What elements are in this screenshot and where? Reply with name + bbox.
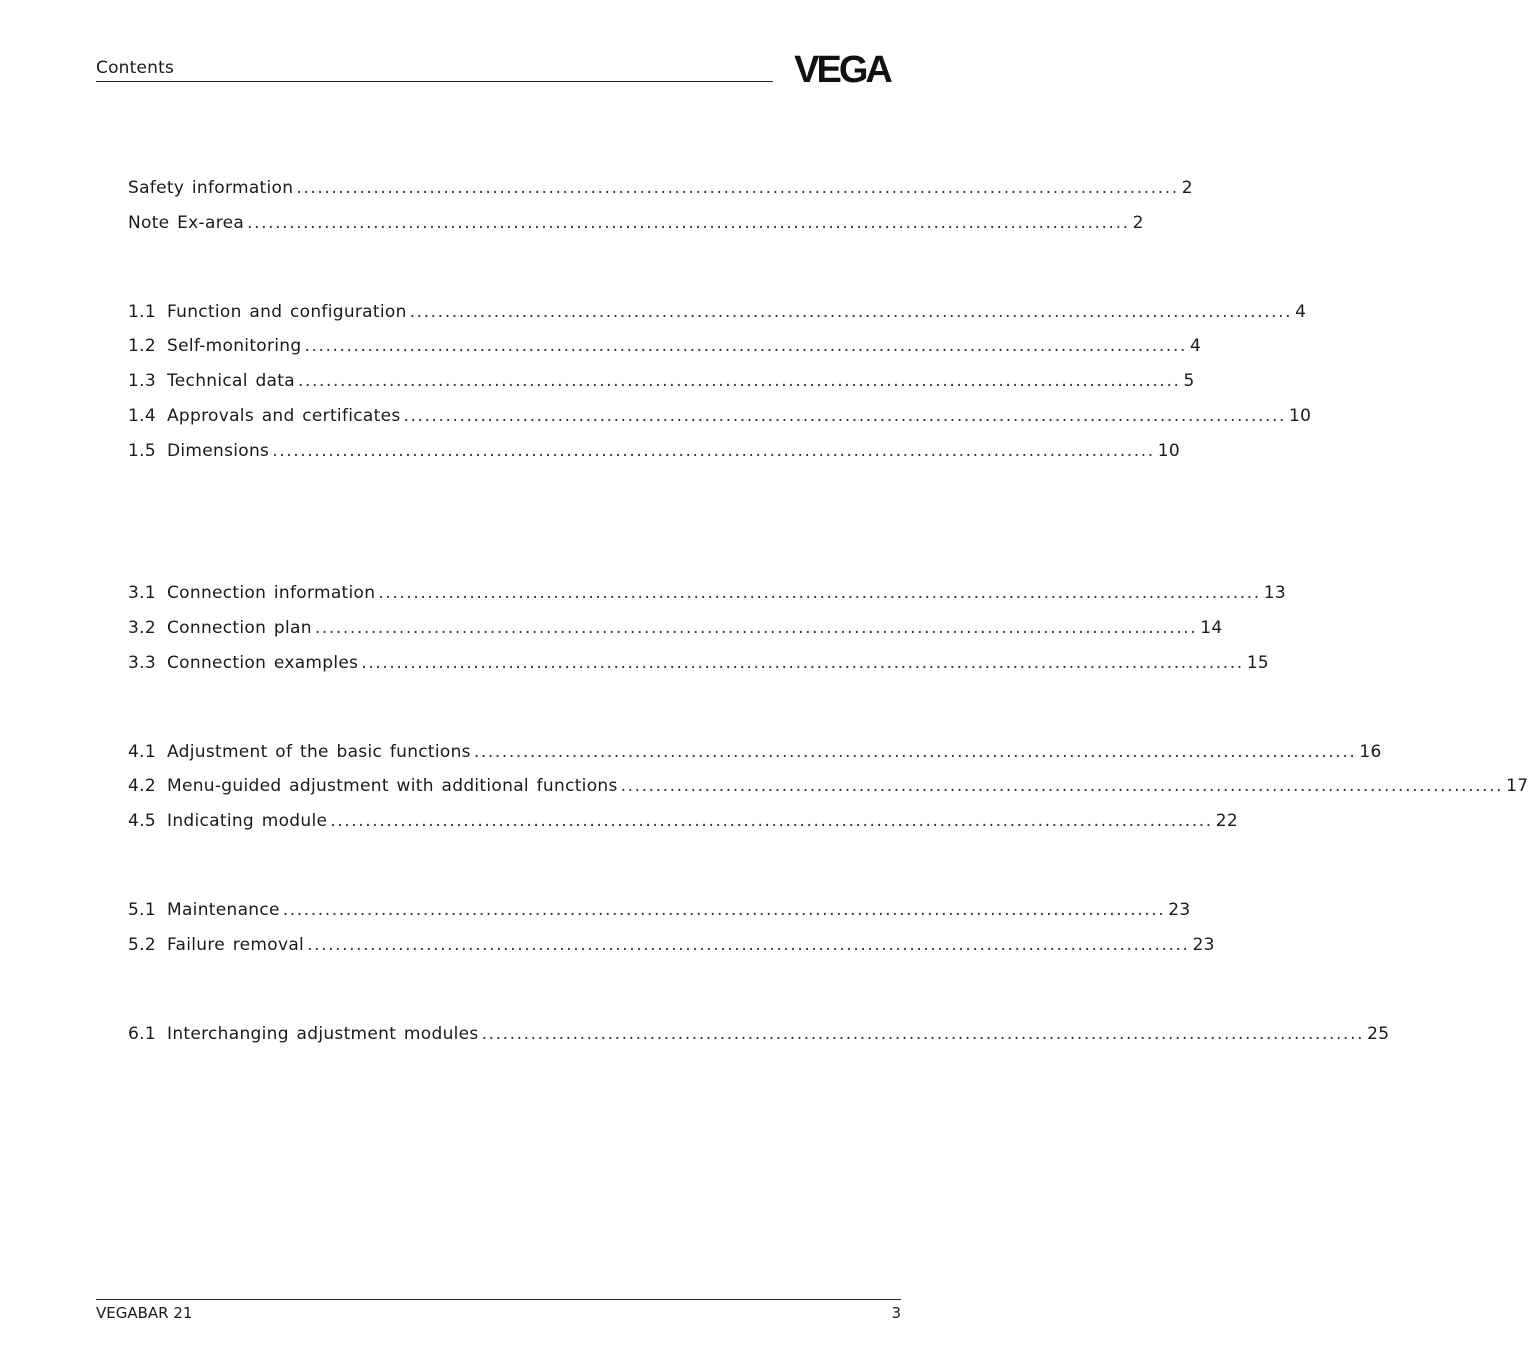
toc-entry-number: 4.2 [128,776,156,796]
toc-entry-number: 5.2 [128,935,156,955]
toc-entry-number: 1.1 [128,302,156,322]
toc-entry[interactable] [128,653,1270,675]
toc-entry-title: Approvals and certificates [167,406,401,426]
toc-entry-page: 14 [1200,618,1223,638]
toc-entry-page: 22 [1215,811,1238,831]
toc-entry[interactable] [128,776,1528,798]
toc-entry-page: 15 [1246,653,1270,673]
toc-entry-title: Interchanging adjustment modules [167,1024,479,1044]
toc-entry-page: 2 [1132,213,1144,233]
toc-entry-leader: .............................................................................................................................. [409,302,1293,322]
toc-entry-title: Safety information [128,178,294,198]
toc-entry-title: Adjustment of the basic functions [167,742,471,762]
toc-entry-title: Failure removal [167,935,305,955]
toc-entry[interactable] [128,441,1180,463]
toc-entry-page: 13 [1263,583,1287,603]
toc-entry-title: Connection plan [167,618,312,638]
toc-entry[interactable] [128,178,1193,200]
footer-product-name: VEGABAR 21 [96,1304,193,1322]
toc-entry-number: 1.4 [128,406,156,426]
toc-entry[interactable] [128,583,1287,605]
toc-entry[interactable] [128,213,1144,235]
toc-entry-leader: .............................................................................................................................. [297,371,1181,391]
toc-entry-leader: .............................................................................................................................. [481,1024,1365,1044]
toc-entry-number: 4.5 [128,811,156,831]
toc-entry-title: Connection examples [167,653,359,673]
toc-entry-number: 1.2 [128,336,156,356]
vega-logo-mark [782,49,902,91]
header-rule [96,81,773,82]
toc-entry-leader: .............................................................................................................................. [361,653,1244,673]
toc-entry-leader: .............................................................................................................................. [620,776,1504,796]
toc-entry-number: 5.1 [128,900,156,920]
toc-entry-page: 16 [1359,742,1382,762]
toc-entry-leader: .............................................................................................................................. [378,583,1261,603]
toc-entry[interactable] [128,406,1312,428]
toc-entry-number: 3.2 [128,618,156,638]
toc-entry-title: Dimensions [167,441,270,461]
toc-entry-title: Maintenance [167,900,280,920]
toc-entry-leader: .............................................................................................................................. [314,618,1198,638]
toc-entry-leader: .............................................................................................................................. [307,935,1190,955]
toc-entry-leader: .............................................................................................................................. [272,441,1155,461]
toc-entry-leader: .............................................................................................................................. [282,900,1166,920]
toc-entry-number: 4.1 [128,742,156,762]
toc-entry-page: 17 [1506,776,1528,796]
toc-entry[interactable] [128,371,1195,393]
toc-entry[interactable] [128,811,1238,833]
toc-entry-leader: .............................................................................................................................. [330,811,1213,831]
toc-entry-number: 1.5 [128,441,156,461]
toc-entry[interactable] [128,935,1215,957]
toc-entry-title: Menu-guided adjustment with additional functions [167,776,618,796]
toc-entry[interactable] [128,302,1307,324]
toc-entry-leader: .............................................................................................................................. [296,178,1179,198]
toc-entry-leader: .............................................................................................................................. [247,213,1130,233]
toc-entry-title: Self-monitoring [167,336,302,356]
toc-entry-page: 5 [1183,371,1195,391]
toc-entry[interactable] [128,742,1382,764]
toc-entry[interactable] [128,900,1191,922]
toc-entry-page: 25 [1367,1024,1390,1044]
footer-page-number: 3 [891,1304,901,1322]
toc-entry[interactable] [128,618,1223,640]
toc-entry-title: Note Ex-area [128,213,245,233]
toc-entry-page: 10 [1289,406,1312,426]
footer-rule [96,1299,901,1300]
toc-entry-title: Connection information [167,583,376,603]
toc-entry-page: 4 [1295,302,1307,322]
toc-entry-number: 1.3 [128,371,156,391]
toc-entry-number: 3.3 [128,653,156,673]
toc-entry-page: 23 [1192,935,1215,955]
toc-entry-title: Indicating module [167,811,328,831]
toc-entry-number: 3.1 [128,583,156,603]
toc-entry-title: Function and configuration [167,302,407,322]
toc-entry-title: Technical data [167,371,295,391]
vega-logo [782,49,902,91]
toc-entry-leader: .............................................................................................................................. [473,742,1357,762]
vega-logo-text: VEGA [794,49,890,91]
toc-entry-page: 4 [1189,336,1202,356]
toc-entry-page: 23 [1168,900,1191,920]
toc-entry[interactable] [128,1024,1390,1046]
toc-entry-leader: .............................................................................................................................. [403,406,1286,426]
toc-entry-leader: .............................................................................................................................. [304,336,1187,356]
toc-entry-page: 10 [1157,441,1180,461]
toc-entry-number: 6.1 [128,1024,156,1044]
toc-entry[interactable] [128,336,1202,358]
header-title: Contents [96,58,175,78]
toc-entry-page: 2 [1181,178,1193,198]
